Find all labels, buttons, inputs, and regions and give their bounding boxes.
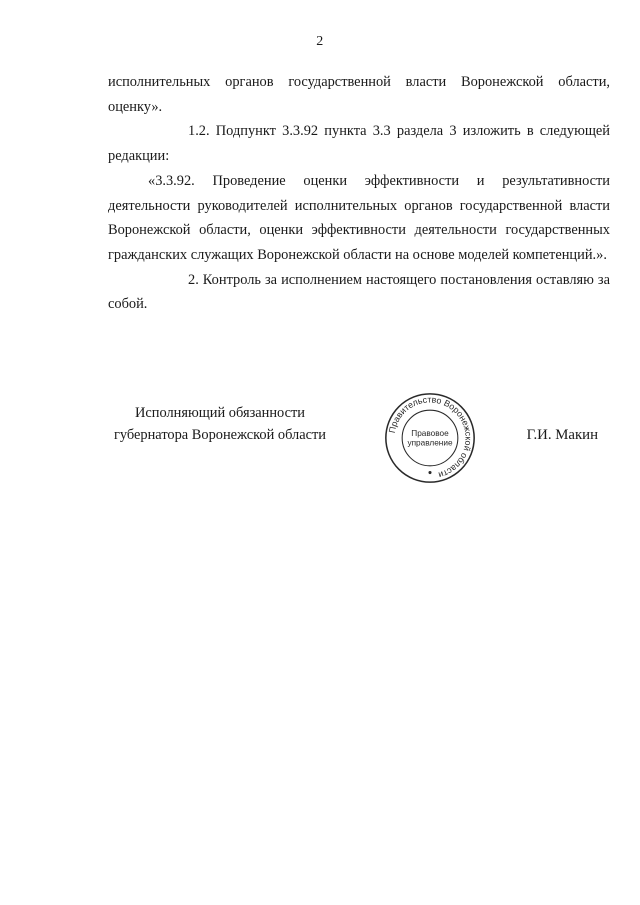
paragraph-text: Подпункт 3.3.92 пункта 3.3 раздела 3 изложить в следующей редакции: <box>108 123 610 165</box>
stamp-outer-text: Правительство Воронежской области <box>386 394 474 481</box>
paragraph-continuation <box>108 70 610 119</box>
signature-block <box>100 394 610 492</box>
paragraph-text: исполнительных органов государственной власти Воронежской области, оценку». <box>108 74 610 115</box>
paragraph-2 <box>108 268 610 317</box>
stamp-dot <box>428 471 431 474</box>
official-seal-stamp <box>382 390 478 486</box>
signatory-name: Г.И. Макин <box>526 427 598 443</box>
stamp-inner-line1: Правовое <box>411 429 449 439</box>
paragraph-text: Контроль за исполнением настоящего постановления оставляю за собой. <box>108 271 610 313</box>
document-body <box>108 70 610 317</box>
point-number: 2. <box>188 271 199 288</box>
paragraph-1-2 <box>108 119 610 168</box>
signatory-title <box>100 402 340 446</box>
signatory-title-line1: Исполняющий обязанности <box>134 405 305 421</box>
paragraph-text: «3.3.92. Проведение оценки эффективности и результативности деятельности руководителей исполнительных органов государственной власти Воронежской области, оценки эффективности деятельности государственных гражданских служащих Воронежской области на основе моделей компетенций.». <box>108 172 610 263</box>
signatory-title-line2: губернатора Воронежской области <box>113 427 326 443</box>
stamp-inner-line2: управление <box>407 438 453 448</box>
page-number: 2 <box>316 34 324 49</box>
point-number: 1.2. <box>188 123 210 140</box>
paragraph-quoted-clause <box>108 169 610 268</box>
